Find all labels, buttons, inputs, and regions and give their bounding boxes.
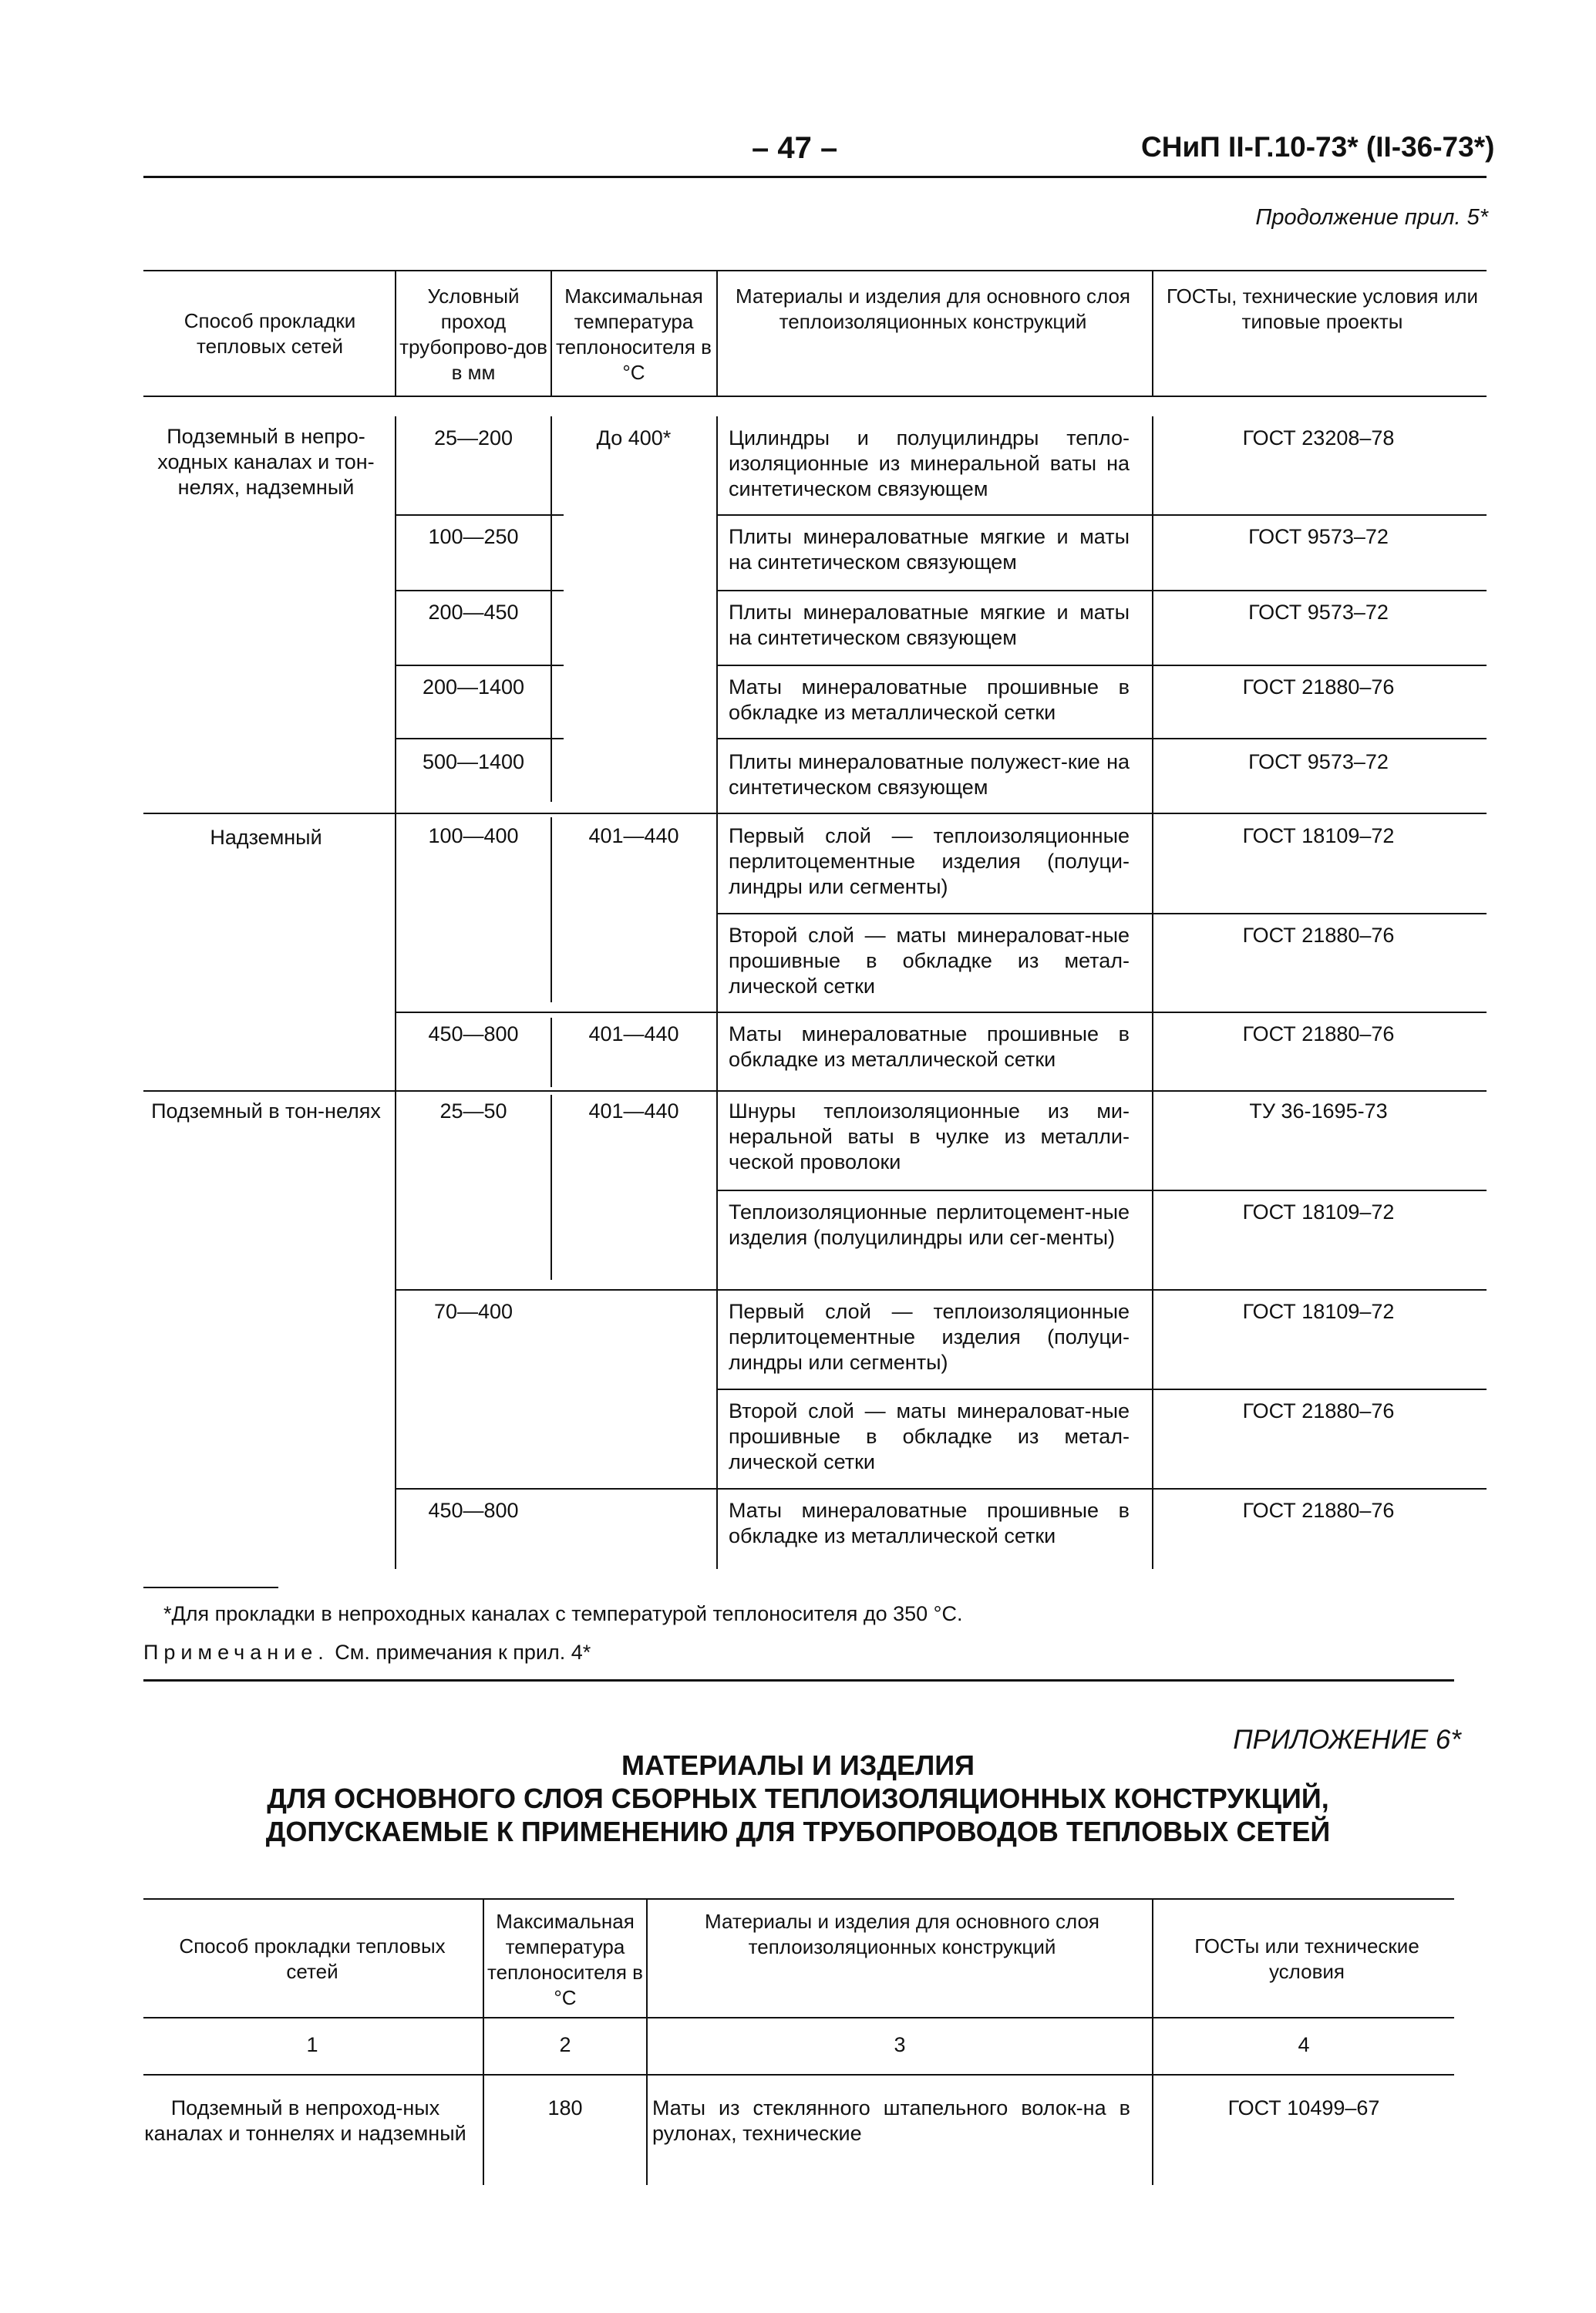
table1-row-rule <box>395 1289 1487 1291</box>
table1-diameter-cell: 200—1400 <box>422 675 525 699</box>
table1-section-rule <box>143 1090 1487 1092</box>
table-note <box>143 1641 591 1665</box>
table1-row-rule <box>716 1190 1487 1191</box>
table1-header-standards: ГОСТы, технические условия или типовые проекты <box>1166 284 1479 333</box>
table1-material-cell: Шнуры теплоизоляционные из ми-неральной ваты в чулке из металли-ческой проволоки <box>729 1099 1130 1173</box>
table1-row-rule <box>395 665 564 666</box>
table2-header-materials: Материалы и изделия для основного слоя теплоизоляционных конструкций <box>705 1910 1099 1958</box>
table2-material-cell: Маты из стеклянного штапельного волок-на в рулонах, технические <box>652 2096 1130 2145</box>
appendix-label: ПРИЛОЖЕНИЕ 6* <box>1233 1725 1461 1755</box>
table1-row-rule <box>716 590 1487 591</box>
table2-header-rule <box>143 2017 1454 2018</box>
table1-top-rule <box>143 270 1487 271</box>
header-rule <box>143 176 1487 178</box>
table2-column-number: 4 <box>1298 2033 1310 2056</box>
table1-standard-cell: ГОСТ 18109–72 <box>1242 824 1395 847</box>
table1-header-diameter: Условный проход трубопрово-дов в мм <box>399 284 547 384</box>
table1-section-rule <box>143 813 1487 814</box>
footnote-rule <box>143 1587 278 1588</box>
table1-header-temperature: Максимальная температура теплоносителя в °С <box>556 284 712 384</box>
table1-row-rule <box>395 1012 1487 1013</box>
table1-material-cell: Цилиндры и полуцилиндры тепло-изоляционные из минеральной ваты на синтетическом связующем <box>729 426 1130 500</box>
continuation-label: Продолжение прил. 5* <box>1255 205 1488 230</box>
table1-method-cell: Подземный в непро-ходных каналах и тон-нелях, надземный <box>157 425 375 499</box>
table1-method-cell: Надземный <box>210 826 322 849</box>
table1-row-rule <box>716 913 1487 914</box>
table1-material-cell: Первый слой — теплоизоляционные перлитоцементные изделия (полуци-линдры или сегменты) <box>729 1300 1130 1374</box>
table1-temperature-cell: 401—440 <box>588 1022 679 1045</box>
table1-standard-cell: ГОСТ 21880–76 <box>1242 1022 1395 1045</box>
table1-row-rule <box>395 590 564 591</box>
table2-method-cell: Подземный в непроход-ных каналах и тоннелях и надземный <box>144 2096 466 2145</box>
table2-column-number: 3 <box>894 2033 906 2056</box>
table1-standard-cell: ТУ 36-1695-73 <box>1249 1099 1388 1123</box>
table2-header-temperature: Максимальная температура теплоносителя в °С <box>487 1910 643 2009</box>
table1-row-rule <box>716 665 1487 666</box>
table2-number-rule <box>143 2074 1454 2076</box>
table1-divider <box>395 271 396 396</box>
table1-diameter-cell: 25—200 <box>433 426 513 449</box>
section-rule <box>143 1679 1454 1682</box>
table1-row-rule <box>716 1389 1487 1390</box>
table1-row-rule <box>395 1488 1487 1490</box>
table1-temperature-cell: До 400* <box>596 426 672 449</box>
note-label: Примечание. <box>143 1641 329 1664</box>
table1-header-rule <box>143 396 1487 397</box>
table1-diameter-cell: 450—800 <box>428 1022 519 1045</box>
table1-material-cell: Теплоизоляционные перлитоцемент-ные изделия (полуцилиндры или сег-менты) <box>729 1200 1130 1249</box>
table1-material-cell: Первый слой — теплоизоляционные перлитоцементные изделия (полуци-линдры или сегменты) <box>729 824 1130 898</box>
table1-diameter-cell: 200—450 <box>428 601 519 624</box>
table1-diameter-cell: 450—800 <box>428 1499 519 1522</box>
table1-standard-cell: ГОСТ 9573–72 <box>1248 601 1389 624</box>
table1-standard-cell: ГОСТ 21880–76 <box>1242 924 1395 947</box>
table1-standard-cell: ГОСТ 9573–72 <box>1248 750 1389 773</box>
table1-diameter-cell: 25—50 <box>439 1099 507 1123</box>
table1-row-rule <box>716 514 1487 516</box>
table1-diameter-cell: 100—250 <box>428 525 519 548</box>
appendix-title-line: ДОПУСКАЕМЫЕ К ПРИМЕНЕНИЮ ДЛЯ ТРУБОПРОВОДОВ ТЕПЛОВЫХ СЕТЕЙ <box>265 1816 1331 1847</box>
table1-standard-cell: ГОСТ 21880–76 <box>1242 1399 1395 1422</box>
document-code: СНиП II-Г.10-73* (II-36-73*) <box>1141 131 1495 163</box>
table1-temperature-cell: 401—440 <box>588 1099 679 1123</box>
table2-top-rule <box>143 1898 1454 1900</box>
table2-header-standards: ГОСТы или технические условия <box>1194 1934 1419 1983</box>
table1-material-cell: Плиты минераловатные мягкие и маты на синтетическом связующем <box>729 525 1130 574</box>
table1-divider <box>551 416 552 802</box>
table1-material-cell: Плиты минераловатные полужест-кие на синтетическом связующем <box>729 750 1130 799</box>
table2-standard-cell: ГОСТ 10499–67 <box>1227 2096 1380 2119</box>
table1-standard-cell: ГОСТ 18109–72 <box>1242 1300 1395 1323</box>
appendix-title-line: ДЛЯ ОСНОВНОГО СЛОЯ СБОРНЫХ ТЕПЛОИЗОЛЯЦИОННЫХ КОНСТРУКЦИЙ, <box>267 1783 1329 1814</box>
table1-diameter-cell: 100—400 <box>428 824 519 847</box>
appendix-title-line: МАТЕРИАЛЫ И ИЗДЕЛИЯ <box>621 1749 975 1781</box>
table1-row-rule <box>395 514 564 516</box>
table1-standard-cell: ГОСТ 21880–76 <box>1242 1499 1395 1522</box>
table1-divider <box>716 271 718 396</box>
page-number: – 47 – <box>752 131 838 165</box>
table1-header-method: Способ прокладки тепловых сетей <box>184 309 356 358</box>
table1-temperature-cell: 401—440 <box>588 824 679 847</box>
table1-row-rule <box>716 738 1487 739</box>
table1-material-cell: Маты минераловатные прошивные в обкладке из металлической сетки <box>729 1499 1130 1547</box>
table1-standard-cell: ГОСТ 21880–76 <box>1242 675 1395 699</box>
footnote: *Для прокладки в непроходных каналах с температурой теплоносителя до 350 °С. <box>163 1602 963 1625</box>
table1-row-rule <box>395 738 564 739</box>
table1-method-cell: Подземный в тон-нелях <box>151 1099 381 1123</box>
table1-material-cell: Маты минераловатные прошивные в обкладке из металлической сетки <box>729 675 1130 724</box>
table1-divider <box>1152 271 1153 396</box>
table1-material-cell: Плиты минераловатные мягкие и маты на синтетическом связующем <box>729 601 1130 649</box>
table1-material-cell: Второй слой — маты минераловат-ные прошивные в обкладке из метал-лической сетки <box>729 924 1130 998</box>
table1-header-materials: Материалы и изделия для основного слоя теплоизоляционных конструкций <box>736 284 1130 333</box>
note-text: См. примечания к прил. 4* <box>335 1641 591 1664</box>
table1-standard-cell: ГОСТ 18109–72 <box>1242 1200 1395 1224</box>
table2-column-number: 1 <box>306 2033 318 2056</box>
table1-diameter-cell: 70—400 <box>433 1300 513 1323</box>
table2-temperature-cell: 180 <box>547 2096 583 2119</box>
table1-diameter-cell: 500—1400 <box>422 750 525 773</box>
table1-material-cell: Второй слой — маты минераловат-ные прошивные в обкладке из метал-лической сетки <box>729 1399 1130 1473</box>
table1-standard-cell: ГОСТ 9573–72 <box>1248 525 1389 548</box>
table2-column-number: 2 <box>559 2033 571 2056</box>
table2-header-method: Способ прокладки тепловых сетей <box>179 1934 446 1983</box>
table1-standard-cell: ГОСТ 23208–78 <box>1242 426 1395 449</box>
table1-material-cell: Маты минераловатные прошивные в обкладке из металлической сетки <box>729 1022 1130 1071</box>
